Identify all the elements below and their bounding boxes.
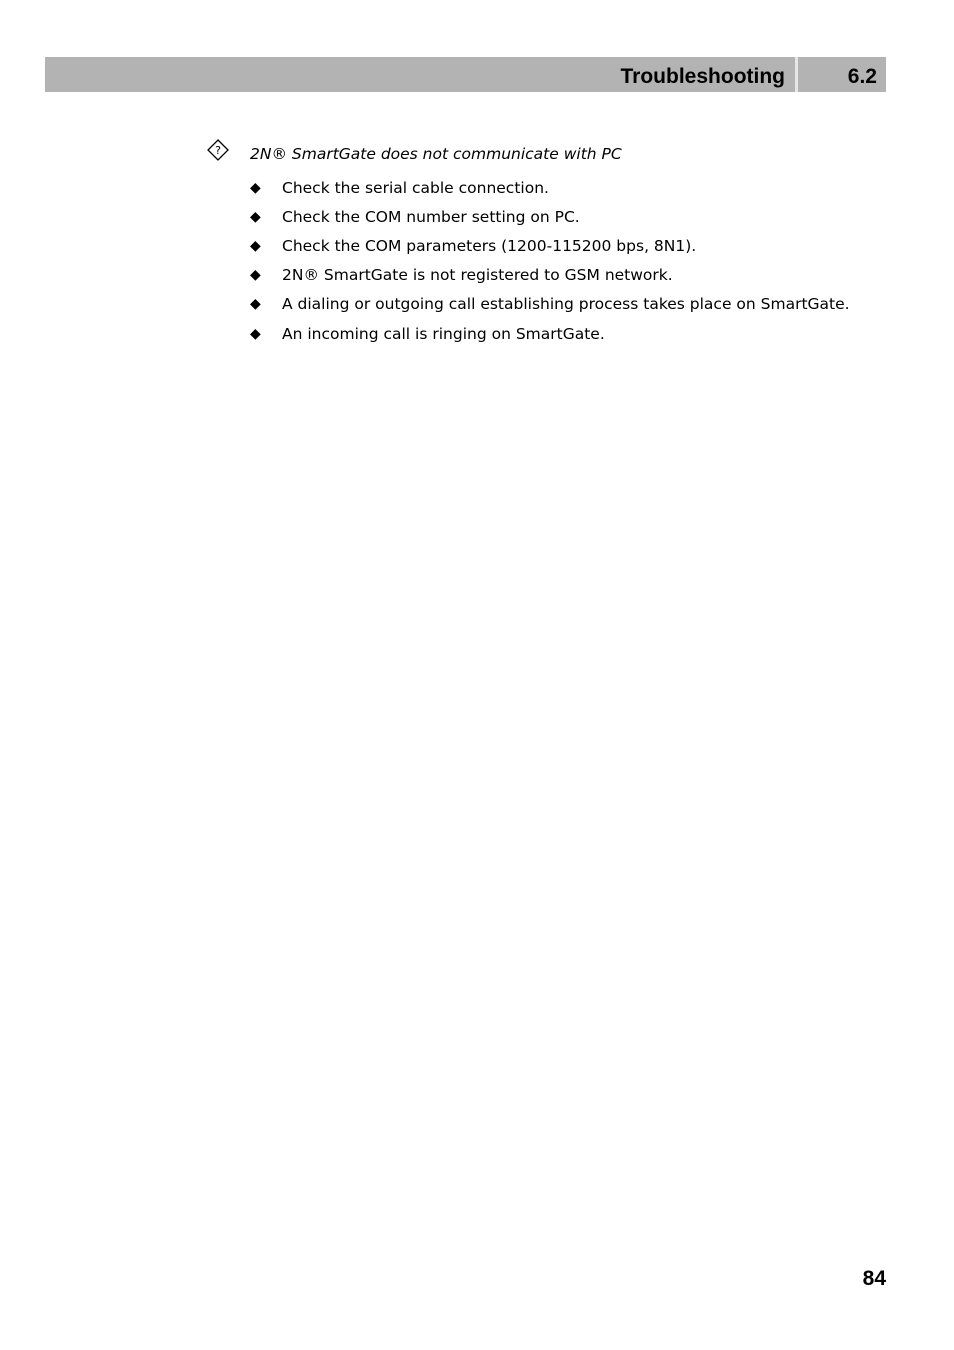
diamond-bullet-icon: ◆	[250, 267, 261, 284]
troubleshooting-list	[250, 173, 850, 348]
list-item-text: Check the COM parameters (1200-115200 bps, 8N1).	[282, 236, 697, 255]
list-item-text: Check the COM number setting on PC.	[282, 207, 580, 226]
list-item	[250, 202, 850, 231]
list-item	[250, 261, 850, 290]
question-diamond-icon	[206, 138, 230, 162]
list-item	[250, 231, 850, 260]
svg-text:?: ?	[215, 144, 221, 157]
list-item-text: An incoming call is ringing on SmartGate.	[282, 324, 605, 343]
list-item	[250, 319, 850, 348]
diamond-bullet-icon: ◆	[250, 179, 261, 196]
diamond-bullet-icon: ◆	[250, 237, 261, 254]
list-item	[250, 290, 850, 319]
list-item-text: A dialing or outgoing call establishing process takes place on SmartGate.	[282, 295, 850, 314]
diamond-bullet-icon: ◆	[250, 325, 261, 342]
section-number: 6.2	[847, 65, 877, 88]
section-title: Troubleshooting	[620, 65, 785, 88]
section-header-bar	[45, 57, 886, 92]
list-item-text: 2N® SmartGate is not registered to GSM network.	[282, 266, 673, 285]
question-text: 2N® SmartGate does not communicate with PC	[250, 145, 622, 163]
diamond-bullet-icon: ◆	[250, 208, 261, 225]
list-item	[250, 173, 850, 202]
diamond-bullet-icon: ◆	[250, 296, 261, 313]
question-row	[206, 138, 622, 163]
list-item-text: Check the serial cable connection.	[282, 178, 549, 197]
section-number-cell	[798, 57, 886, 92]
section-title-cell	[45, 57, 795, 92]
page-number: 84	[862, 1267, 886, 1290]
